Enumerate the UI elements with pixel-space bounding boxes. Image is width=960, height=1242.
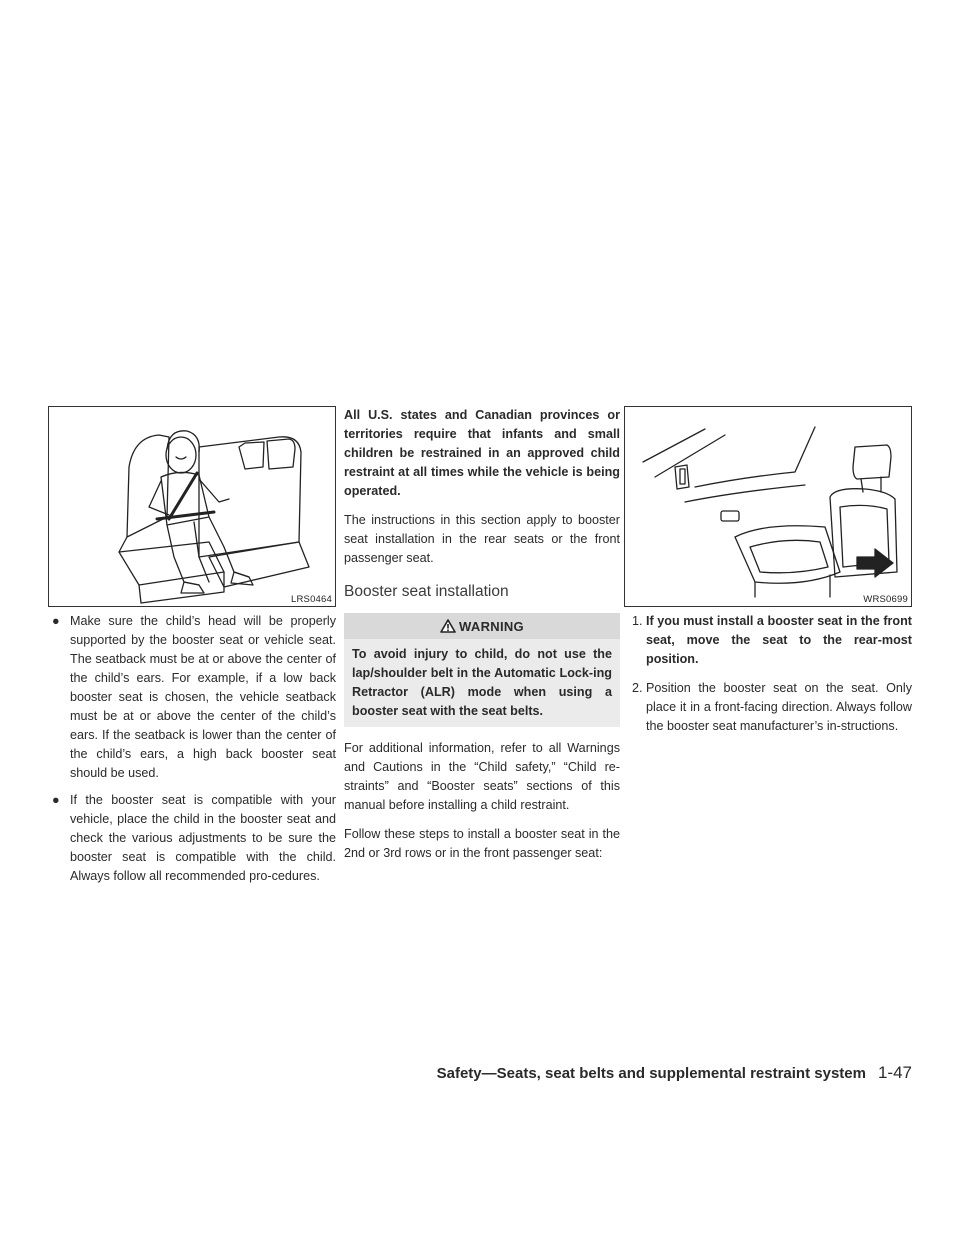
warning-label: WARNING (459, 618, 524, 634)
column-3 (624, 612, 912, 746)
bullet-mark: ● (52, 793, 60, 807)
steps-intro-paragraph: Follow these steps to install a booster seat in the 2nd or 3rd rows or in the front passenger seat: (344, 827, 620, 860)
column-1 (48, 612, 336, 894)
step-item (624, 612, 912, 669)
figure-front-seat (624, 406, 912, 607)
page-number: 1-47 (877, 1063, 912, 1082)
warning-header (344, 613, 620, 639)
figure-code-left: LRS0464 (290, 594, 332, 605)
warning-triangle-icon (440, 619, 456, 633)
step-item (624, 679, 912, 736)
warning-box (344, 613, 620, 727)
bullet-item (48, 791, 336, 886)
step-text: Position the booster seat on the seat. Only place it in a front-facing direction. Always follow the booster seat manufacturer’s in-structions. (646, 681, 912, 733)
intro-paragraph: The instructions in this section apply to booster seat installation in the rear seats or the front passenger seat. (344, 513, 620, 565)
section-heading: Booster seat installation (344, 583, 509, 600)
figure-code-right: WRS0699 (863, 594, 908, 605)
step-number: 2. (632, 681, 643, 695)
step-text: If you must install a booster seat in the front seat, move the seat to the rear-most position. (646, 614, 912, 666)
bullet-text: If the booster seat is compatible with your vehicle, place the child in the booster seat and check the various adjustments to be sure the booster seat is compatible with the child. Always follow all recommended pro-cedures. (70, 793, 336, 883)
child-booster-seat-illustration (49, 407, 335, 606)
bullet-item (48, 612, 336, 783)
front-seat-arrow-illustration (625, 407, 911, 606)
warning-text: To avoid injury to child, do not use the lap/shoulder belt in the Automatic Lock-ing Retractor (ALR) mode when using a booster seat with the seat belts. (344, 639, 620, 727)
column-2 (344, 406, 620, 873)
footer-title: Safety—Seats, seat belts and supplemental restraint system (436, 1065, 866, 1082)
requirement-paragraph: All U.S. states and Canadian provinces or territories require that infants and small children be restrained in an approved child restraint at all times while the vehicle is being operated. (344, 408, 620, 498)
page-footer (437, 1063, 912, 1083)
figure-child-booster-seat (48, 406, 336, 607)
additional-info-paragraph: For additional information, refer to all Warnings and Cautions in the “Child safety,” “Child re-straints” and “Booster seats” sections of this manual before installing a child restraint. (344, 741, 620, 812)
bullet-text: Make sure the child’s head will be properly supported by the booster seat or vehicle seat. The seatback must be at or above the center of the child’s ears. For example, if a low back booster seat is chosen, the vehicle seatback must be at or above the center of the child’s ears. If the seatback is lower than the center of the child’s ears, a high back booster seat should be used. (70, 614, 336, 780)
step-number: 1. (632, 614, 643, 628)
bullet-mark: ● (52, 614, 60, 628)
